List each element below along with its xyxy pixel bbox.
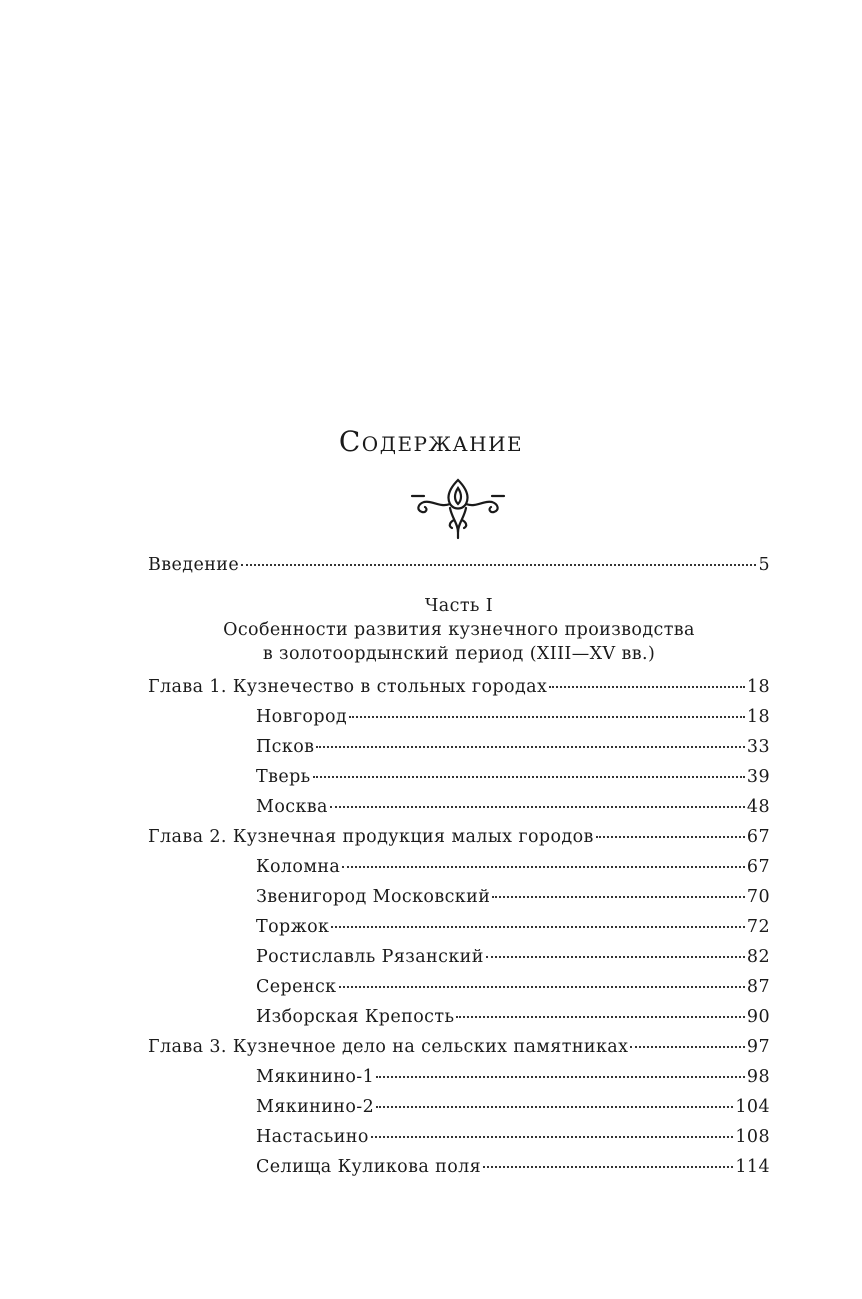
toc-chapter-2[interactable] [148, 822, 770, 852]
page-title: Содержание [338, 425, 524, 458]
toc-entry-label: Глава 2. Кузнечная продукция малых городов [148, 827, 594, 847]
dot-leader [330, 806, 745, 808]
toc-page-number: 82 [746, 947, 770, 967]
toc-page-number: 104 [735, 1097, 770, 1117]
part-title-line1: Особенности развития кузнечного производства [223, 620, 695, 640]
toc-page-number: 108 [735, 1127, 770, 1147]
part-number: Часть I [424, 596, 494, 616]
toc-entry-label: Москва [256, 797, 328, 817]
toc-section[interactable] [148, 762, 770, 792]
toc-page-number: 97 [746, 1037, 770, 1057]
dot-leader [596, 836, 745, 838]
toc-entry-label: Серенск [256, 977, 337, 997]
toc-section[interactable] [148, 882, 770, 912]
toc-section[interactable] [148, 942, 770, 972]
toc-section[interactable] [148, 1152, 770, 1182]
toc-chapter-3[interactable] [148, 1032, 770, 1062]
toc-section[interactable] [148, 792, 770, 822]
toc-entry-label: Новгород [256, 707, 348, 727]
floral-ornament-icon [410, 474, 506, 540]
toc-entry-label: Глава 1. Кузнечество в стольных городах [148, 677, 548, 697]
toc-entry-label: Коломна [256, 857, 341, 877]
toc-entry-label: Настасьино [256, 1127, 369, 1147]
toc-entry-label: Селища Куликова поля [256, 1157, 482, 1177]
toc-entry-label: Звенигород Московский [256, 887, 491, 907]
dot-leader [492, 896, 745, 898]
toc-entry-label: Мякинино-2 [256, 1097, 375, 1117]
toc-entry-label: Введение [148, 555, 240, 575]
toc-section[interactable] [148, 1062, 770, 1092]
toc-entry-label: Торжок [256, 917, 330, 937]
table-of-contents [148, 550, 770, 1182]
toc-page-number: 67 [746, 827, 770, 847]
toc-section[interactable] [148, 912, 770, 942]
dot-leader [313, 776, 745, 778]
toc-entry-label: Тверь [256, 767, 311, 787]
toc-section[interactable] [148, 972, 770, 1002]
toc-entry-label: Изборская Крепость [256, 1007, 455, 1027]
toc-section[interactable] [148, 1002, 770, 1032]
toc-page-number: 98 [746, 1067, 770, 1087]
part-heading [148, 594, 770, 666]
dot-leader [456, 1016, 745, 1018]
toc-page-number: 18 [746, 677, 770, 697]
toc-section[interactable] [148, 1092, 770, 1122]
dot-leader [486, 956, 745, 958]
toc-page-number: 90 [746, 1007, 770, 1027]
toc-page-number: 87 [746, 977, 770, 997]
toc-page-number: 72 [746, 917, 770, 937]
toc-entry-label: Мякинино-1 [256, 1067, 375, 1087]
dot-leader [483, 1166, 733, 1168]
dot-leader [241, 564, 756, 566]
dot-leader [349, 716, 745, 718]
toc-page-number: 48 [746, 797, 770, 817]
dot-leader [331, 926, 745, 928]
toc-page-number: 114 [735, 1157, 770, 1177]
dot-leader [549, 686, 745, 688]
toc-page-number: 5 [758, 555, 770, 575]
toc-entry-intro[interactable] [148, 550, 770, 580]
toc-entry-label: Глава 3. Кузнечное дело на сельских памятниках [148, 1037, 629, 1057]
toc-section[interactable] [148, 732, 770, 762]
toc-chapter-1[interactable] [148, 672, 770, 702]
toc-entry-label: Псков [256, 737, 315, 757]
toc-section[interactable] [148, 1122, 770, 1152]
toc-page-number: 39 [746, 767, 770, 787]
toc-entry-label: Ростиславль Рязанский [256, 947, 484, 967]
part-title-line2: в золотоордынский период (XIII—XV вв.) [262, 644, 656, 664]
dot-leader [339, 986, 745, 988]
toc-page-number: 70 [746, 887, 770, 907]
toc-section[interactable] [148, 702, 770, 732]
toc-page-number: 33 [746, 737, 770, 757]
toc-section[interactable] [148, 852, 770, 882]
dot-leader [342, 866, 745, 868]
dot-leader [316, 746, 745, 748]
toc-page-number: 67 [746, 857, 770, 877]
dot-leader [371, 1136, 734, 1138]
toc-page-number: 18 [746, 707, 770, 727]
dot-leader [630, 1046, 745, 1048]
dot-leader [376, 1076, 745, 1078]
dot-leader [376, 1106, 733, 1108]
